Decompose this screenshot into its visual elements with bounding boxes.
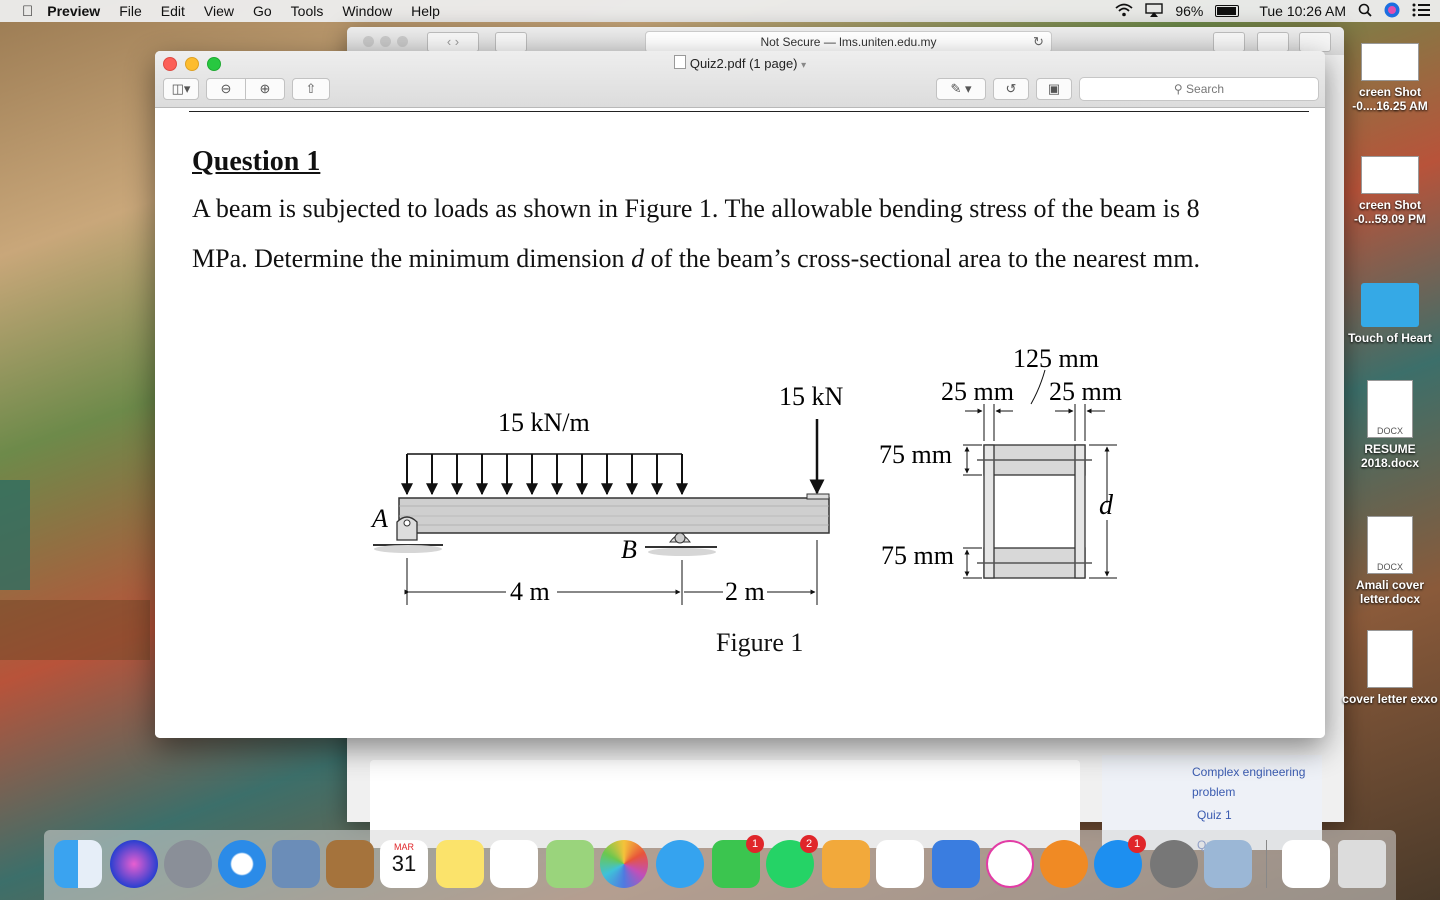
question-text-line2: MPa. Determine the minimum dimension d of the beam’s cross-sectional area to the nearest mm. <box>192 244 1200 273</box>
airplay-icon[interactable] <box>1145 3 1163 20</box>
document-title[interactable]: Quiz2.pdf (1 page) ▾ <box>155 55 1325 71</box>
left-web <box>984 445 994 578</box>
menu-file[interactable]: File <box>107 3 131 19</box>
wifi-icon[interactable] <box>1115 3 1133 20</box>
menu-window[interactable]: Window <box>331 3 381 19</box>
sidebar-view-button[interactable] <box>163 78 199 100</box>
point-load-label: 15 kN <box>779 382 844 411</box>
distributed-load-label: 15 kN/m <box>498 408 590 437</box>
markup-toolbar-button[interactable] <box>1036 78 1072 100</box>
width-total-label: 125 mm <box>1013 344 1099 373</box>
zoom-out-button[interactable] <box>206 78 246 100</box>
right-web <box>1075 445 1085 578</box>
flange-left-label: 25 mm <box>941 377 1014 406</box>
support-b-label: B <box>621 535 637 564</box>
search-field[interactable]: ⚲ Search <box>1079 77 1319 101</box>
calendar-day: 31 <box>391 851 417 876</box>
desktop-icon-amali-cover[interactable]: DOCX Amali cover letter.docx <box>1342 516 1438 606</box>
browser-reload-icon[interactable]: ↻ <box>1033 34 1044 49</box>
menu-app-name[interactable]: Preview <box>36 3 89 19</box>
preview-app-icon[interactable] <box>1204 840 1252 888</box>
keynote-icon[interactable] <box>932 840 980 888</box>
pen-icon: ✎ ▾ <box>950 81 972 96</box>
link-problem[interactable]: problem <box>1192 785 1236 799</box>
cross-section-diagram <box>879 344 1122 578</box>
title-chevron-icon: ▾ <box>801 60 807 71</box>
spotlight-icon[interactable] <box>1358 3 1372 20</box>
menu-bar <box>0 0 1440 22</box>
support-a-label: A <box>372 504 388 533</box>
toolbox-icon: ▣ <box>1047 81 1061 96</box>
menu-edit[interactable]: Edit <box>149 3 174 19</box>
calendar-icon[interactable] <box>380 840 428 888</box>
screenshot-thumbnail <box>1361 156 1419 194</box>
battery-percent: 96% <box>1175 3 1204 19</box>
battery-icon[interactable] <box>1215 5 1239 17</box>
rotate-icon: ↺ <box>1005 81 1017 96</box>
calendar-month: MAR <box>394 842 414 852</box>
notes-icon[interactable] <box>436 840 484 888</box>
question-text-line1: A beam is subjected to loads as shown in Figure 1. The allowable bending stress of the beam is 8 <box>192 194 1200 223</box>
share-icon: ⇧ <box>305 81 317 96</box>
bottom-height-label: 75 mm <box>881 541 954 570</box>
browser-traffic-lights <box>363 36 408 47</box>
rotate-button[interactable] <box>993 78 1029 100</box>
preview-window <box>155 51 1325 738</box>
browser-tabs-button[interactable] <box>1299 32 1331 52</box>
markup-button[interactable] <box>936 78 986 100</box>
maps-icon[interactable] <box>546 840 594 888</box>
safari-icon[interactable] <box>218 840 266 888</box>
span-bc-label: 2 m <box>725 577 765 606</box>
facetime-icon[interactable] <box>712 840 760 888</box>
facetime-badge: 1 <box>746 835 764 853</box>
dock <box>44 830 1396 900</box>
menu-tools[interactable]: Tools <box>279 3 313 19</box>
launchpad-icon[interactable] <box>164 840 212 888</box>
finder-icon[interactable] <box>54 840 102 888</box>
document-icon <box>1367 630 1413 688</box>
figure-caption: Figure 1 <box>716 628 804 657</box>
desktop-icon-cover-letter[interactable]: cover letter exxo <box>1342 630 1438 706</box>
reminders-icon[interactable] <box>490 840 538 888</box>
desktop-icon-resume[interactable]: DOCX RESUME 2018.docx <box>1342 380 1438 470</box>
menu-view[interactable]: View <box>192 3 223 19</box>
link-complex-engineering[interactable]: Complex engineering <box>1192 765 1306 779</box>
zoom-out-icon: ⊖ <box>220 81 232 96</box>
pages-icon[interactable] <box>822 840 870 888</box>
support-b-roller <box>645 533 717 556</box>
clock[interactable]: Tue 10:26 AM <box>1259 3 1346 19</box>
app-store-icon[interactable] <box>1094 840 1142 888</box>
siri-dock-icon[interactable] <box>110 840 158 888</box>
downloads-stack-icon[interactable] <box>1282 840 1330 888</box>
search-icon: ⚲ <box>1173 82 1183 96</box>
browser-sidebar-button[interactable] <box>495 32 527 52</box>
photos-icon[interactable] <box>600 840 648 888</box>
link-quiz-1[interactable]: Quiz 1 <box>1197 808 1232 822</box>
menu-go[interactable]: Go <box>241 3 261 19</box>
top-height-label: 75 mm <box>879 440 952 469</box>
numbers-icon[interactable] <box>876 840 924 888</box>
share-button[interactable] <box>292 78 330 100</box>
notification-center-icon[interactable] <box>1412 3 1430 20</box>
browser-back-forward[interactable]: ‹ › <box>427 32 479 52</box>
document-icon: DOCX <box>1367 516 1413 574</box>
system-preferences-icon[interactable] <box>1150 840 1198 888</box>
dock-separator <box>1266 840 1267 888</box>
screenshot-thumbnail <box>1361 43 1419 81</box>
pdf-page <box>155 108 1325 738</box>
desktop-icon-screenshot-2[interactable]: creen Shot -0...59.09 PM <box>1342 156 1438 226</box>
contacts-icon[interactable] <box>326 840 374 888</box>
zoom-in-icon: ⊕ <box>259 81 271 96</box>
preview-titlebar <box>155 51 1325 108</box>
desktop-icon-folder[interactable]: Touch of Heart <box>1342 283 1438 345</box>
itunes-icon[interactable] <box>986 840 1034 888</box>
folder-icon <box>1361 283 1419 327</box>
beam <box>399 498 829 533</box>
question-title: Question 1 <box>192 146 321 177</box>
whatsapp-icon[interactable] <box>766 840 814 888</box>
whatsapp-badge: 2 <box>800 835 818 853</box>
flange-right-label: 25 mm <box>1049 377 1122 406</box>
mail-icon[interactable] <box>272 840 320 888</box>
siri-icon[interactable] <box>1384 2 1400 21</box>
desktop-icon-screenshot-1[interactable]: creen Shot -0....16.25 AM <box>1342 43 1438 113</box>
browser-address-bar[interactable]: Not Secure — lms.uniten.edu.my <box>645 31 1052 53</box>
depth-variable-label: d <box>1099 490 1113 521</box>
browser-download-button[interactable] <box>1213 32 1245 52</box>
menu-help[interactable]: Help <box>399 3 429 19</box>
pdf-file-icon <box>674 55 686 69</box>
browser-share-button[interactable] <box>1257 32 1289 52</box>
app-store-badge: 1 <box>1128 835 1146 853</box>
sidebar-icon: ◫▾ <box>171 81 191 96</box>
messages-icon[interactable] <box>656 840 704 888</box>
distributed-load <box>407 454 682 494</box>
trash-icon[interactable] <box>1338 840 1386 888</box>
zoom-in-button[interactable] <box>245 78 285 100</box>
span-ab-label: 4 m <box>510 577 550 606</box>
apple-menu-icon[interactable] <box>22 3 33 20</box>
beam-diagram <box>370 382 844 606</box>
document-icon: DOCX <box>1367 380 1413 438</box>
ibooks-icon[interactable] <box>1040 840 1088 888</box>
